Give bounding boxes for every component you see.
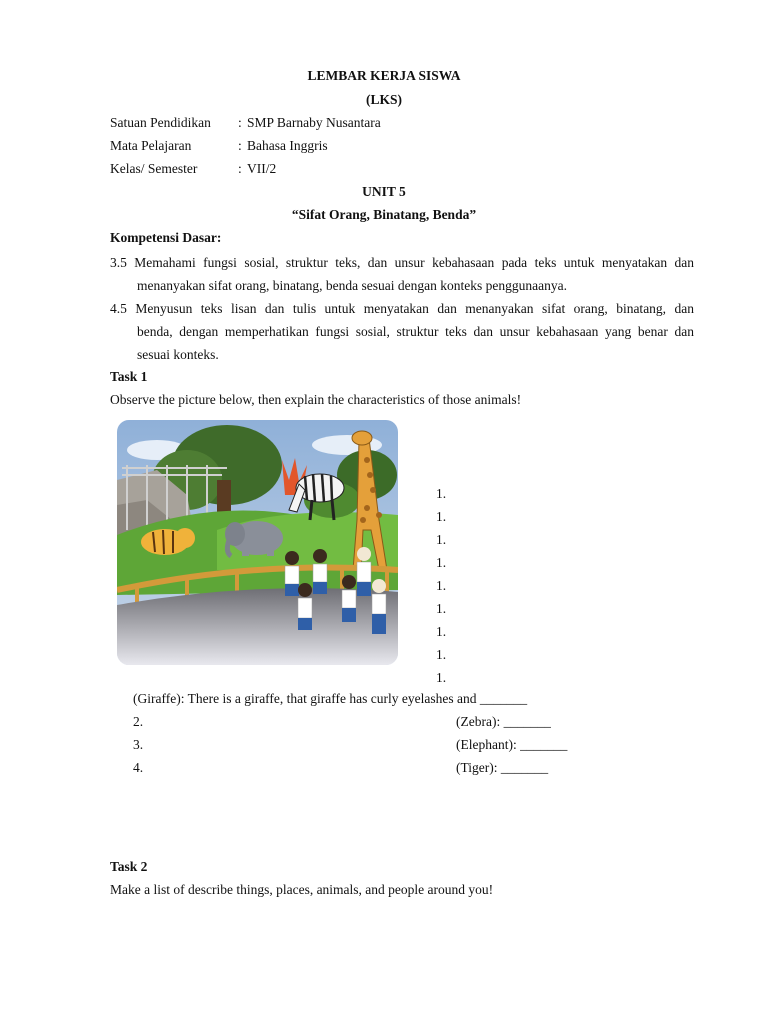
list-item: 1. <box>436 624 447 639</box>
list-item: 1. <box>436 486 447 501</box>
info-label-class: Kelas/ Semester <box>110 161 198 176</box>
unit-title: UNIT 5 <box>362 184 406 199</box>
worksheet-subtitle: (LKS) <box>365 92 402 107</box>
list-item: 1. <box>436 670 447 685</box>
tiger-answer-line: (Tiger): _______ <box>456 760 549 775</box>
task1-heading: Task 1 <box>110 369 148 384</box>
info-colon: : <box>238 161 242 176</box>
kompetensi-text: menanyakan sifat orang, binatang, benda sesuai dengan konteks penggunaanya. <box>137 278 567 293</box>
info-value-school: SMP Barnaby Nusantara <box>247 115 381 130</box>
list-item: 1. <box>436 532 447 547</box>
unit-subtitle: “Sifat Orang, Binatang, Benda” <box>291 207 477 222</box>
list-item: 1. <box>436 555 447 570</box>
info-colon: : <box>238 138 242 153</box>
info-label-school: Satuan Pendidikan <box>110 115 211 130</box>
list-item: 1. <box>436 578 447 593</box>
list-item: 1. <box>436 647 447 662</box>
list-item: 1. <box>436 509 447 524</box>
row-number: 4. <box>133 760 144 775</box>
info-value-class: VII/2 <box>247 161 277 176</box>
info-colon: : <box>238 115 242 130</box>
kompetensi-item-3-5 <box>110 251 694 297</box>
kompetensi-heading: Kompetensi Dasar: <box>110 230 222 245</box>
worksheet-title: LEMBAR KERJA SISWA <box>307 68 461 83</box>
zoo-illustration <box>117 420 398 665</box>
row-number: 3. <box>133 737 144 752</box>
task2-instruction: Make a list of describe things, places, animals, and people around you! <box>110 882 494 897</box>
kompetensi-text: benda, dengan memperhatikan fungsi sosial, struktur teks dan unsur kebahasaan yang benar dan <box>137 324 694 339</box>
info-label-subject: Mata Pelajaran <box>110 138 192 153</box>
task1-instruction: Observe the picture below, then explain the characteristics of those animals! <box>110 392 522 407</box>
kompetensi-text: 4.5 Menyusun teks lisan dan tulis untuk menyatakan dan menanyakan sifat orang, binatang, dan <box>110 301 694 316</box>
info-value-subject: Bahasa Inggris <box>247 138 328 153</box>
kompetensi-text: sesuai konteks. <box>137 347 219 362</box>
elephant-answer-line: (Elephant): _______ <box>456 737 568 752</box>
zebra-answer-line: (Zebra): _______ <box>456 714 551 729</box>
giraffe-answer-line: (Giraffe): There is a giraffe, that giraffe has curly eyelashes and _______ <box>133 691 528 706</box>
kompetensi-item-4-5 <box>110 297 694 366</box>
row-number: 2. <box>133 714 144 729</box>
list-item: 1. <box>436 601 447 616</box>
kompetensi-text: 3.5 Memahami fungsi sosial, struktur teks, dan unsur kebahasaan pada teks untuk menyatakan dan <box>110 255 694 270</box>
answer-number-list <box>436 482 446 689</box>
task2-heading: Task 2 <box>110 859 148 874</box>
